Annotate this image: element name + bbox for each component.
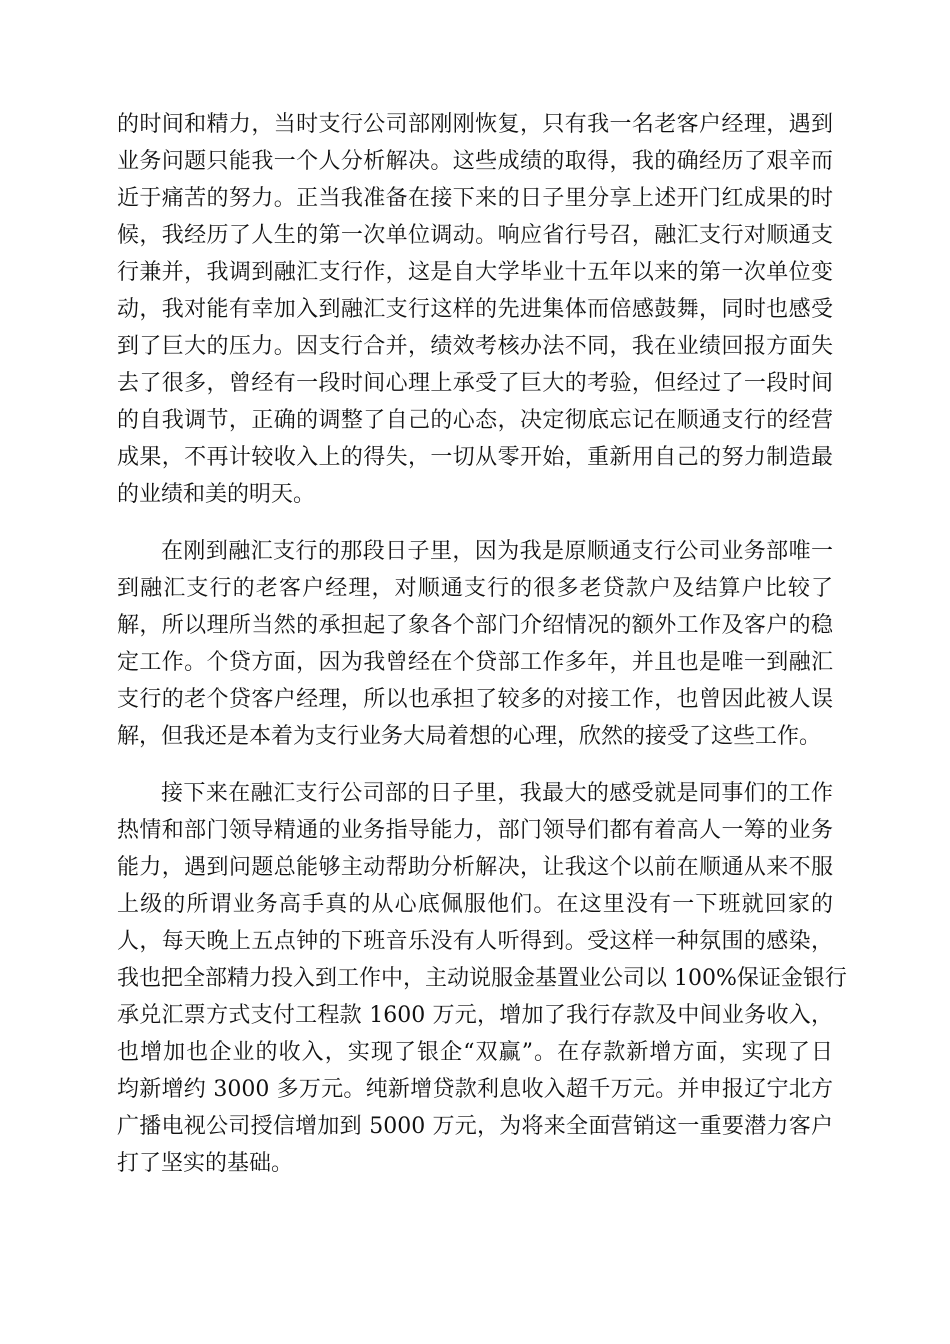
text-line: 行兼并，我调到融汇支行作，这是自大学毕业十五年以来的第一次单位变 [117,260,833,285]
text-line: 上级的所谓业务高手真的从心底佩服他们。在这里没有一下班就回家的 [117,892,833,917]
text-line: 我也把全部精力投入到工作中，主动说服金基置业公司以 100%保证金银行 [117,966,847,991]
text-line: 在刚到融汇支行的那段日子里，因为我是原顺通支行公司业务部唯一 [161,539,833,564]
text-line: 接下来在融汇支行公司部的日子里，我最大的感受就是同事们的工作 [161,781,833,806]
text-line: 的业绩和美的明天。 [117,482,316,507]
text-line: 能力，遇到问题总能够主动帮助分析解决，让我这个以前在顺通从来不服 [117,855,833,880]
paragraph-2 [117,533,833,755]
text-line: 解，所以理所当然的承担起了象各个部门介绍情况的额外工作及客户的稳 [117,613,833,638]
text-line: 去了很多，曾经有一段时间心理上承受了巨大的考验，但经过了一段时间 [117,371,833,396]
text-line: 解，但我还是本着为支行业务大局着想的心理，欣然的接受了这些工作。 [117,724,822,749]
text-line: 也增加也企业的收入，实现了银企“双赢”。在存款新增方面，实现了日 [117,1040,833,1065]
text-line: 业务问题只能我一个人分析解决。这些成绩的取得，我的确经历了艰辛而 [117,149,833,174]
text-line: 到融汇支行的老客户经理，对顺通支行的很多老贷款户及结算户比较了 [117,576,833,601]
text-line: 的自我调节，正确的调整了自己的心态，决定彻底忘记在顺通支行的经营 [117,408,833,433]
text-line: 打了坚实的基础。 [117,1151,294,1176]
text-line: 支行的老个贷客户经理，所以也承担了较多的对接工作，也曾因此被人误 [117,687,833,712]
text-line: 承兑汇票方式支付工程款 1600 万元，增加了我行存款及中间业务收入， [117,1003,833,1028]
paragraph-3 [117,775,847,1182]
text-line: 近于痛苦的努力。正当我准备在接下来的日子里分享上述开门红成果的时 [117,186,833,211]
text-line: 定工作。个贷方面，因为我曾经在个贷部工作多年，并且也是唯一到融汇 [117,650,833,675]
text-line: 到了巨大的压力。因支行合并，绩效考核办法不同，我在业绩回报方面失 [117,334,833,359]
paragraph-1 [117,106,833,513]
text-line: 人，每天晚上五点钟的下班音乐没有人听得到。受这样一种氛围的感染， [117,929,833,954]
text-line: 候，我经历了人生的第一次单位调动。响应省行号召，融汇支行对顺通支 [117,223,833,248]
text-line: 动，我对能有幸加入到融汇支行这样的先进集体而倍感鼓舞，同时也感受 [117,297,833,322]
text-line: 均新增约 3000 多万元。纯新增贷款利息收入超千万元。并申报辽宁北方 [117,1077,833,1102]
text-line: 热情和部门领导精通的业务指导能力，部门领导们都有着高人一筹的业务 [117,818,833,843]
document-page [117,106,847,1202]
text-line: 广播电视公司授信增加到 5000 万元，为将来全面营销这一重要潜力客户 [117,1114,833,1139]
text-line: 的时间和精力，当时支行公司部刚刚恢复，只有我一名老客户经理，遇到 [117,112,833,137]
text-line: 成果，不再计较收入上的得失，一切从零开始，重新用自己的努力制造最 [117,445,833,470]
